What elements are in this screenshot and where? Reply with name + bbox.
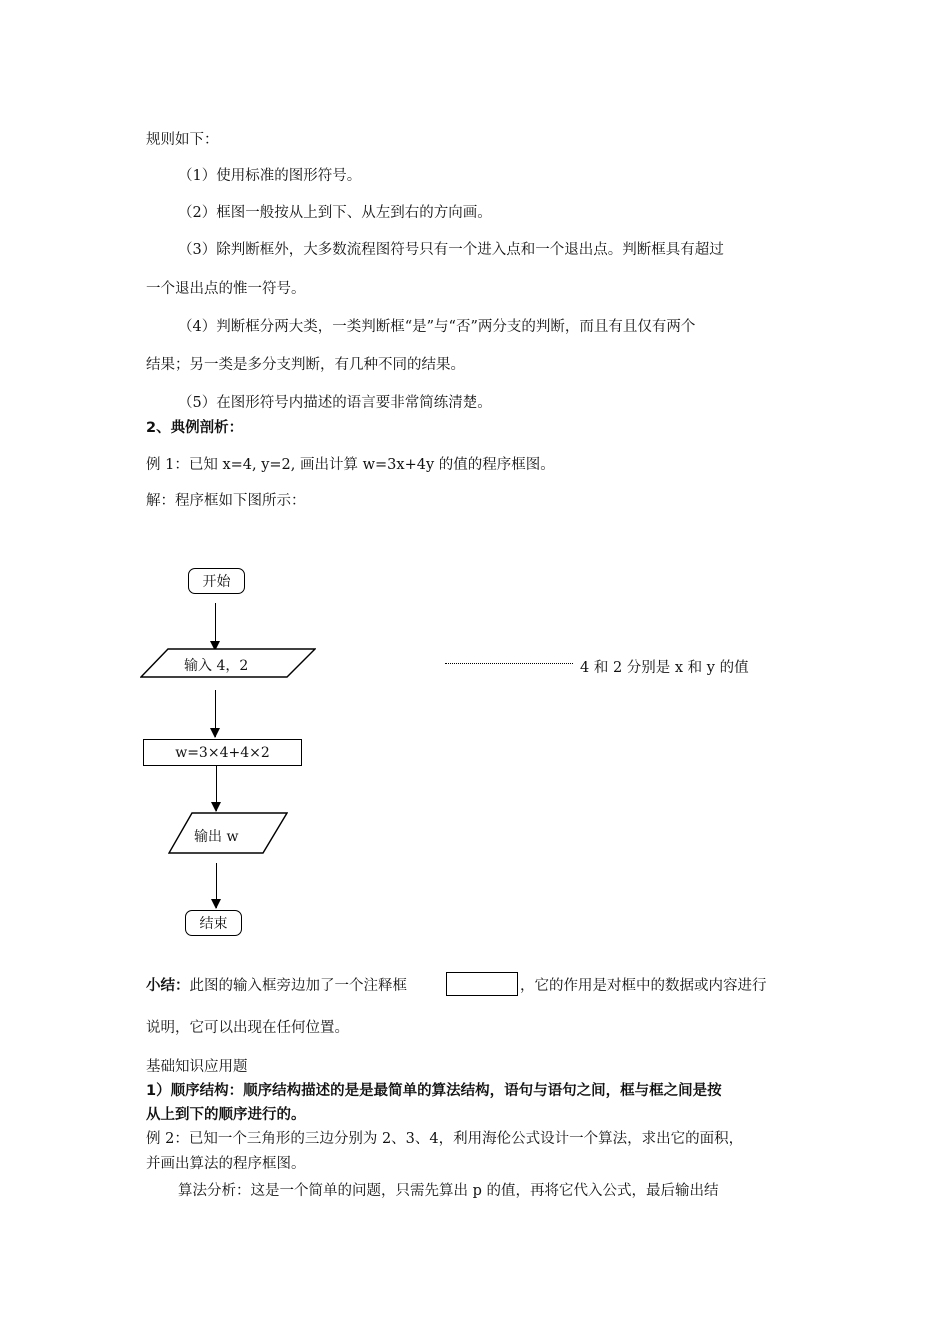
arrow-start-input [215,603,216,650]
example-2-line-2: 并画出算法的程序框图。 [146,1156,306,1172]
process-box: w=3×4+4×2 [143,739,302,766]
annotation-text: 4 和 2 分别是 x 和 y 的值 [580,660,749,676]
example-1: 例 1：已知 x=4, y=2, 画出计算 w=3x+4y 的值的程序框图。 [146,457,555,473]
rule-4-line-2: 结果；另一类是多分支判断，有几种不同的结果。 [146,357,465,373]
analysis-text: 算法分析：这是一个简单的问题，只需先算出 p 的值，再将它代入公式，最后输出结 [178,1183,719,1199]
input-label: 输入 4，2 [184,658,249,674]
annotation-connector [445,663,573,664]
rule-3-line-2: 一个退出点的惟一符号。 [146,281,306,297]
rule-3-line-1: （3）除判断框外，大多数流程图符号只有一个进入点和一个退出点。判断框具有超过 [178,242,724,258]
rule-1: （1）使用标准的图形符号。 [178,168,362,184]
summary-text-before: 此图的输入框旁边加了一个注释框 [189,978,407,994]
arrow-input-process [215,690,216,737]
arrow-output-end [216,863,217,908]
sequence-line-2: 从上到下的顺序进行的。 [146,1107,306,1123]
summary-line-1 [146,974,407,995]
arrow-process-output [216,766,217,811]
basic-heading: 基础知识应用题 [146,1059,248,1075]
rules-intro: 规则如下： [146,132,219,148]
output-label: 输出 w [194,829,239,845]
annotation-box-example [446,972,518,996]
rule-5: （5）在图形符号内描述的语言要非常简练清楚。 [178,395,492,411]
solution-text: 解：程序框如下图所示： [146,493,306,509]
summary-text-after: ，它的作用是对框中的数据或内容进行 [520,978,767,994]
summary-label: 小结： [146,978,190,994]
end-terminal: 结束 [185,910,242,936]
sequence-line-1: 1）顺序结构：顺序结构描述的是是最简单的算法结构，语句与语句之间，框与框之间是按 [146,1083,722,1099]
rule-4-line-1: （4）判断框分两大类，一类判断框“是”与“否”两分支的判断，而且有且仅有两个 [178,319,696,335]
rule-2: （2）框图一般按从上到下、从左到右的方向画。 [178,205,492,221]
section-heading: 2、典例剖析： [146,420,244,436]
example-2-line-1: 例 2：已知一个三角形的三边分别为 2、3、4，利用海伦公式设计一个算法，求出它的面积， [146,1131,744,1147]
start-terminal: 开始 [188,568,245,594]
summary-line-2: 说明，它可以出现在任何位置。 [146,1020,349,1036]
